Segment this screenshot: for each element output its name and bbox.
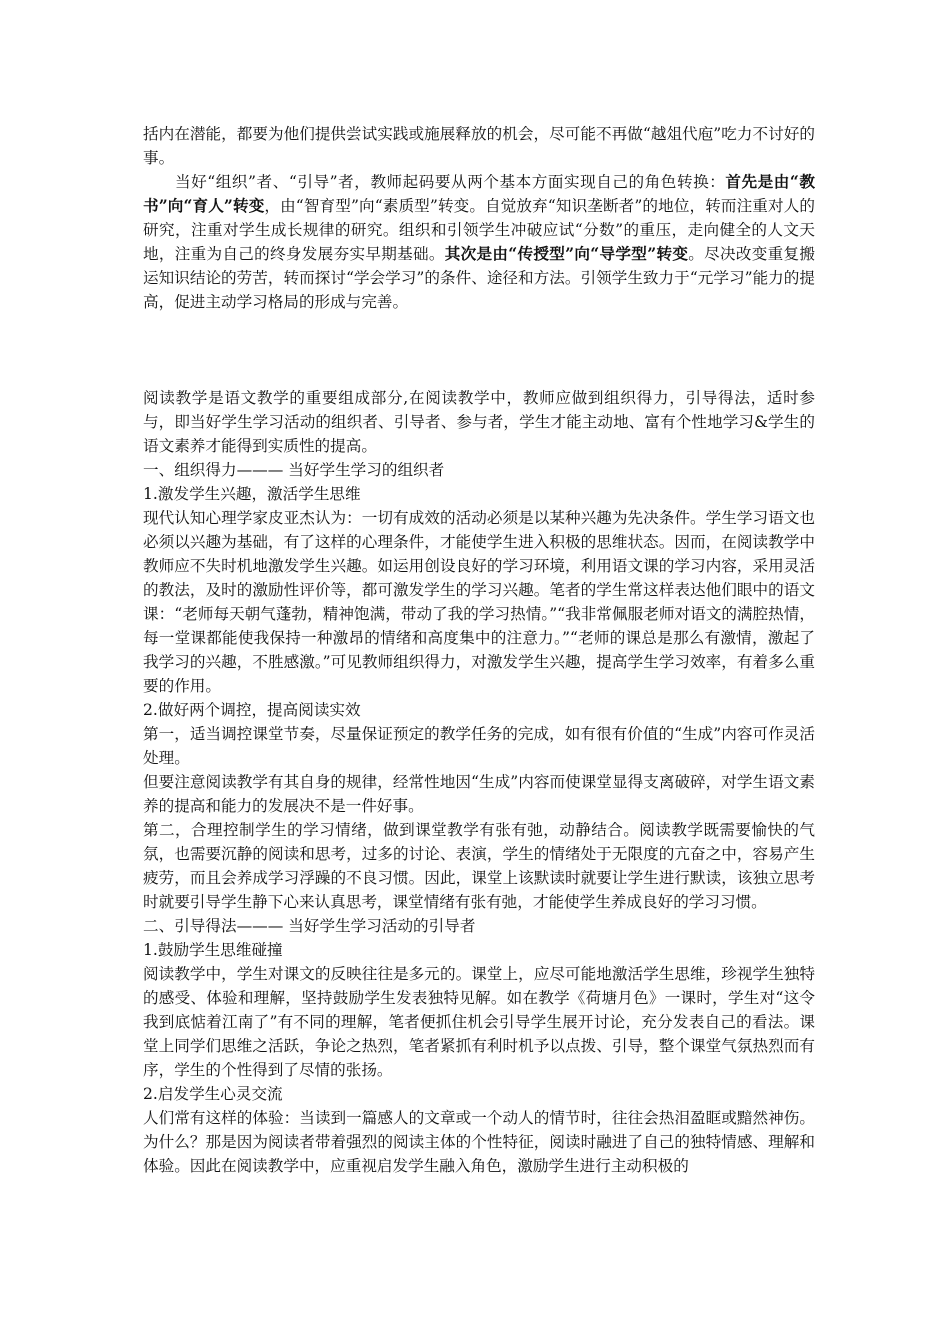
subheading-1-1: 1.激发学生兴趣，激活学生思维 [143, 485, 361, 503]
subheading-1-2: 2.做好两个调控，提高阅读实效 [143, 701, 361, 719]
subheading-2-1: 1.鼓励学生思维碰撞 [143, 941, 283, 959]
text-run: ，由“智育型”向“素质型”转变。自觉放弃“知识垄断者”的地位，转而注重对人的研究，注重对学生成长规律的研究。组织和引领学生冲破应试“分数”的重压，走向健全的人文天地，注重为自己的终身发展夯实早期基础。 [143, 197, 815, 263]
bold-phrase-second: 其次是由“传授型”向“导学型”转变 [444, 244, 689, 263]
article-intro: 阅读教学是语文教学的重要组成部分,在阅读教学中，教师应做到组织得力，引导得法，适时参与，即当好学生学习活动的组织者、引导者、参与者，学生才能主动地、富有个性地学习&学生的语文素养才能得到实质性的提高。 [143, 389, 815, 455]
paragraph-2-1: 阅读教学中，学生对课文的反映往往是多元的。课堂上，应尽可能地激活学生思维，珍视学生独特的感受、体验和理解，坚持鼓励学生发表独特见解。如在教学《荷塘月色》一课时，学生对“这令我到底惦着江南了”有不同的理解，笔者便抓住机会引导学生展开讨论，充分发表自己的看法。课堂上同学们思维之活跃，争论之热烈，笔者紧抓有利时机予以点拨、引导，整个课堂气氛热烈而有序，学生的个性得到了尽情的张扬。 [143, 965, 815, 1079]
subheading-2-2: 2.启发学生心灵交流 [143, 1085, 283, 1103]
document-page [143, 122, 815, 1178]
paragraph-2-2: 人们常有这样的体验：当读到一篇感人的文章或一个动人的情节时，往往会热泪盈眶或黯然神伤。为什么？那是因为阅读者带着强烈的阅读主体的个性特征，阅读时融进了自己的独特情感、理解和体验。因此在阅读教学中，应重视启发学生融入角色，激励学生进行主动积极的 [143, 1109, 815, 1175]
section-heading-1: 一、组织得力——— 当好学生学习的组织者 [143, 461, 445, 479]
paragraph-1-2-b: 但要注意阅读教学有其自身的规律，经常性地因“生成”内容而使课堂显得支离破碎，对学生语文素养的提高和能力的发展决不是一件好事。 [143, 773, 815, 815]
text-run: 当好“组织”者、“引导”者，教师起码要从两个基本方面实现自己的角色转换： [175, 173, 726, 191]
paragraph-1-2-a: 第一，适当调控课堂节奏，尽量保证预定的教学任务的完成，如有很有价值的“生成”内容可作灵活处理。 [143, 725, 815, 767]
bold-phrase-first: 首先是由“教书”向“育人”转变 [143, 172, 815, 215]
text-run: 。尽决改变重复搬运知识结论的劳苦，转而探讨“学会学习”的条件、途径和方法。引领学生致力于“元学习”能力的提高，促进主动学习格局的形成与完善。 [143, 245, 815, 311]
paragraph-1-1: 现代认知心理学家皮亚杰认为：一切有成效的活动必须是以某种兴趣为先决条件。学生学习语文也必须以兴趣为基础，有了这样的心理条件，才能使学生进入积极的思维状态。因而，在阅读教学中教师应不失时机地激发学生兴趣。如运用创设良好的学习环境，利用语文课的学习内容，采用灵活的教法，及时的激励性评价等，都可激发学生的学习兴趣。笔者的学生常这样表达他们眼中的语文课：“老师每天朝气蓬勃，精神饱满，带动了我的学习热情。”“我非常佩服老师对语文的满腔热情，每一堂课都能使我保持一种激昂的情绪和高度集中的注意力。”“老师的课总是那么有激情，激起了我学习的兴趣，不胜感激。”可见教师组织得力，对激发学生兴趣，提高学生学习效率，有着多么重要的作用。 [143, 509, 815, 695]
paragraph-1-2-c: 第二，合理控制学生的学习情绪，做到课堂教学有张有弛，动静结合。阅读教学既需要愉快的气氛，也需要沉静的阅读和思考，过多的讨论、表演，学生的情绪处于无限度的亢奋之中，容易产生疲劳，而且会养成学习浮躁的不良习惯。因此，课堂上该默读时就要让学生进行默读，该独立思考时就要引导学生静下心来认真思考，课堂情绪有张有弛，才能使学生养成良好的学习习惯。 [143, 821, 815, 911]
section-heading-2: 二、引导得法——— 当好学生学习活动的引导者 [143, 917, 476, 935]
paragraph-role-shift [143, 170, 815, 314]
paragraph-continuation: 括内在潜能，都要为他们提供尝试实践或施展释放的机会，尽可能不再做“越俎代庖”吃力不讨好的事。 [143, 125, 815, 167]
section-gap [143, 314, 815, 386]
